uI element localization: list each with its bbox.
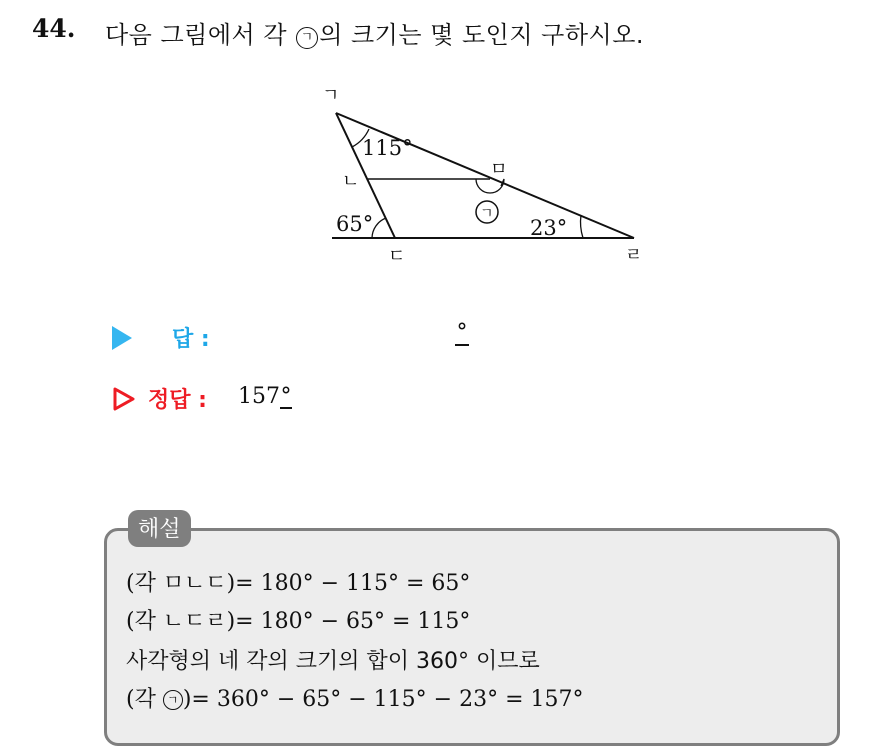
angle-label-top: 115° [362, 136, 413, 160]
correct-answer-value [238, 384, 292, 409]
angle-label-bottom: 65° [336, 212, 374, 236]
explanation-line-4-suffix: )= 360° − 65° − 115° − 23° = 157° [182, 687, 584, 712]
answer-blank-unit: ° [456, 320, 468, 345]
vertex-label-bottom: ㄷ [388, 246, 406, 267]
correct-answer-number: 157 [238, 384, 280, 409]
angle-label-right: 23° [530, 216, 568, 240]
explanation-line-2: (각 ㄴㄷㄹ)= 180° − 65° = 115° [126, 609, 471, 634]
answer-row [108, 322, 210, 353]
question-text-after: 의 크기는 몇 도인지 구하시오. [319, 21, 645, 49]
geometry-figure [300, 75, 660, 275]
explanation-circle-label: ㄱ [163, 690, 183, 710]
angle-label-unknown: ㄱ [480, 206, 494, 222]
answer-label: 답 : [172, 327, 210, 352]
question-number: 44. [32, 14, 76, 43]
answer-blank[interactable] [455, 320, 469, 346]
explanation-box [104, 528, 840, 746]
explanation-line-4 [126, 682, 584, 713]
explanation-tag: 해설 [128, 510, 191, 547]
vertex-label-left: ㄴ [342, 171, 360, 192]
explanation-line-3: 사각형의 네 각의 크기의 합이 360° 이므로 [126, 649, 540, 674]
question-text [105, 15, 644, 50]
explanation-line-1: (각 ㅁㄴㄷ)= 180° − 115° = 65° [126, 571, 471, 596]
correct-answer-label: 정답 : [148, 388, 207, 413]
explanation-line-4-prefix: (각 [126, 687, 156, 712]
correct-answer-row [108, 383, 207, 414]
circled-angle-label: ㄱ [296, 27, 318, 49]
arc-bottom [372, 218, 386, 238]
play-outline-icon [112, 386, 136, 412]
play-icon [112, 326, 132, 350]
question-text-before: 다음 그림에서 각 [105, 21, 288, 49]
vertex-label-top: ㄱ [322, 85, 340, 106]
arc-right [581, 215, 583, 238]
correct-answer-unit: ° [280, 384, 292, 409]
vertex-label-right: ㄹ [625, 245, 643, 266]
vertex-label-mid: ㅁ [490, 159, 508, 180]
